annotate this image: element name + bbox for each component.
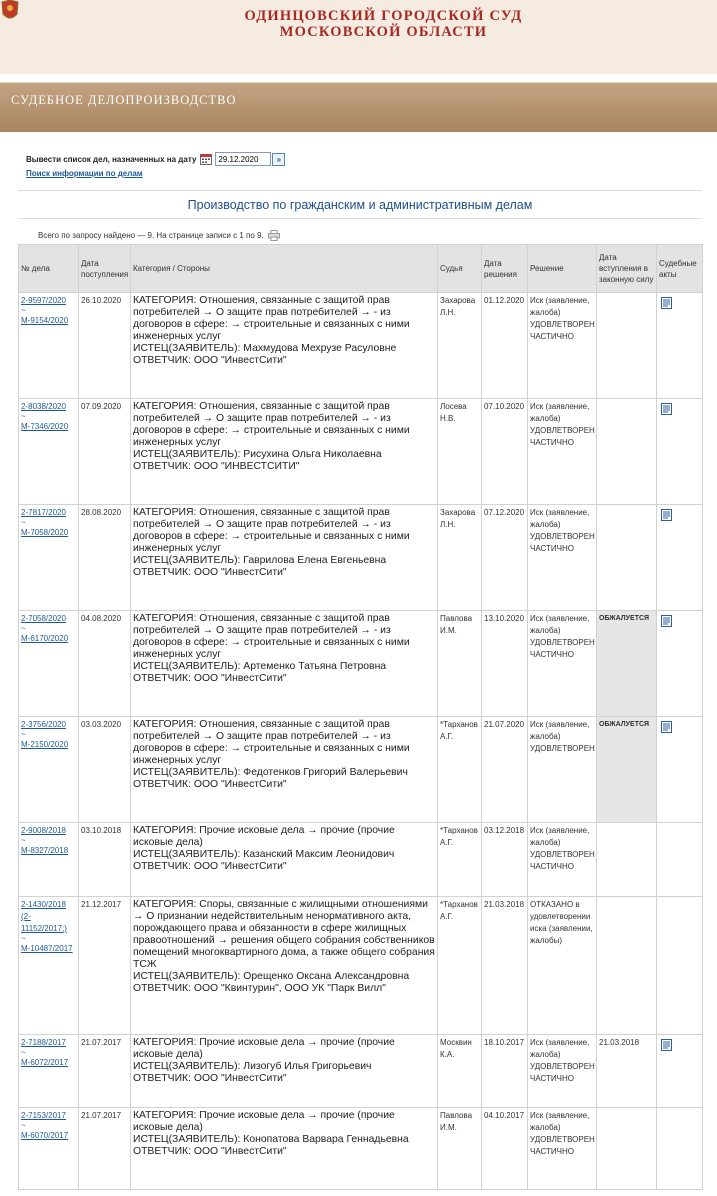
document-icon[interactable] (661, 297, 672, 309)
decision-cell: Иск (заявление, жалоба) УДОВЛЕТВОРЕН ЧАСТИЧНО (528, 823, 597, 897)
effective-date-cell (597, 399, 657, 505)
case-number-separator: ~ (21, 306, 26, 315)
plaintiff-text: ИСТЕЦ(ЗАЯВИТЕЛЬ): Рисухина Ольга Николаевна (133, 449, 382, 460)
case-number-link[interactable]: 2-7188/2017 (21, 1038, 66, 1047)
go-button[interactable]: » (272, 153, 285, 166)
plaintiff-text: ИСТЕЦ(ЗАЯВИТЕЛЬ): Гаврилова Елена Евгеньевна (133, 555, 387, 566)
case-number-separator: ~ (21, 412, 26, 421)
defendant-text: ОТВЕТЧИК: ООО "ИнвестСити" (133, 567, 287, 578)
effective-date-cell (597, 1108, 657, 1190)
case-number-separator: ~ (21, 836, 26, 845)
category-cell (131, 897, 438, 1035)
judge-cell: Захарова Л.Н. (438, 293, 482, 399)
defendant-text: ОТВЕТЧИК: ООО "ИнвестСити" (133, 1073, 287, 1084)
received-date-cell: 21.07.2017 (79, 1108, 131, 1190)
material-number-link[interactable]: М-6170/2020 (21, 634, 69, 643)
material-number-link[interactable]: М-8327/2018 (21, 846, 69, 855)
court-acts-cell (657, 1108, 703, 1190)
case-number-link[interactable]: 2-8038/2020 (21, 402, 66, 411)
case-number-separator: ~ (21, 1121, 26, 1130)
table-row (19, 293, 703, 399)
case-number-link[interactable]: 2-7058/2020 (21, 614, 66, 623)
decision-cell: Иск (заявление, жалоба) УДОВЛЕТВОРЕН (528, 717, 597, 823)
case-number-link[interactable]: 2-3756/2020 (21, 720, 66, 729)
category-cell (131, 611, 438, 717)
divider (18, 190, 702, 191)
category-text: КАТЕГОРИЯ: Прочие исковые дела → прочие (прочие исковые дела) (133, 1037, 395, 1060)
defendant-text: ОТВЕТЧИК: ООО "ИнвестСити" (133, 779, 287, 790)
results-summary (38, 230, 280, 241)
judge-cell: *Тарханов А.Г. (438, 717, 482, 823)
col-header-acts: Судебные акты (657, 245, 703, 293)
material-number-link[interactable]: М-6072/2017 (21, 1058, 69, 1067)
plaintiff-text: ИСТЕЦ(ЗАЯВИТЕЛЬ): Федотенков Григорий Валерьевич (133, 767, 408, 778)
results-count-text: Всего по запросу найдено — 9. На странице записи с 1 по 9. (38, 231, 264, 240)
table-row (19, 897, 703, 1035)
material-number-link[interactable]: М-6070/2017 (21, 1131, 69, 1140)
document-icon[interactable] (661, 1039, 672, 1051)
category-cell (131, 399, 438, 505)
table-row (19, 717, 703, 823)
effective-date-cell (597, 897, 657, 1035)
decision-date-cell: 04.10.2017 (482, 1108, 528, 1190)
section-band (0, 82, 717, 132)
calendar-icon[interactable] (200, 153, 212, 165)
decision-cell: Иск (заявление, жалоба) УДОВЛЕТВОРЕН ЧАСТИЧНО (528, 1035, 597, 1108)
decision-date-cell: 07.10.2020 (482, 399, 528, 505)
category-cell (131, 293, 438, 399)
col-header-judge: Судья (438, 245, 482, 293)
decision-date-cell: 18.10.2017 (482, 1035, 528, 1108)
case-number-link[interactable]: 2-9597/2020 (21, 296, 66, 305)
document-icon[interactable] (661, 615, 672, 627)
case-number-cell (19, 897, 79, 1035)
decision-date-cell: 21.03.2018 (482, 897, 528, 1035)
table-header-row (19, 245, 703, 293)
category-text: КАТЕГОРИЯ: Прочие исковые дела → прочие (прочие исковые дела) (133, 1110, 395, 1133)
table-body (19, 293, 703, 1190)
received-date-cell: 04.08.2020 (79, 611, 131, 717)
date-filter (26, 152, 285, 166)
case-number-separator: ~ (21, 1048, 26, 1057)
defendant-text: ОТВЕТЧИК: ООО "ИнвестСити" (133, 355, 287, 366)
judge-cell: Павлова И.М. (438, 611, 482, 717)
effective-date-cell: ОБЖАЛУЕТСЯ (597, 611, 657, 717)
category-text: КАТЕГОРИЯ: Прочие исковые дела → прочие (прочие исковые дела) (133, 825, 395, 848)
case-number-link[interactable]: 2-1430/2018 (2-11152/2017;) (21, 900, 67, 933)
case-number-separator: ~ (21, 730, 26, 739)
table-row (19, 823, 703, 897)
received-date-cell: 03.03.2020 (79, 717, 131, 823)
printer-icon[interactable] (268, 230, 280, 241)
judge-cell: Захарова Л.Н. (438, 505, 482, 611)
category-cell (131, 1035, 438, 1108)
decision-date-cell: 21.07.2020 (482, 717, 528, 823)
col-header-num: № дела (19, 245, 79, 293)
case-number-cell (19, 399, 79, 505)
table-row (19, 399, 703, 505)
category-text: КАТЕГОРИЯ: Споры, связанные с жилищными отношениями → О признании недействительным ненормативного акта, порождающего права и обязанности в сфере жилищных правоотношений → решения общего собрания собственников помещений многоквартирного дома, а также общего собрания ТСЖ (133, 899, 435, 970)
table-row (19, 611, 703, 717)
table-row (19, 505, 703, 611)
category-text: КАТЕГОРИЯ: Отношения, связанные с защитой прав потребителей → О защите прав потребителей → - из договоров в сфере: → строительные и связанных с ними инженерных услуг (133, 507, 410, 554)
col-header-category: Категория / Стороны (131, 245, 438, 293)
defendant-text: ОТВЕТЧИК: ООО "Квинтурин", ООО УК "Парк Вилл" (133, 983, 386, 994)
decision-cell: Иск (заявление, жалоба) УДОВЛЕТВОРЕН ЧАСТИЧНО (528, 611, 597, 717)
judge-cell: Москвин К.А. (438, 1035, 482, 1108)
defendant-text: ОТВЕТЧИК: ООО "ИНВЕСТСИТИ" (133, 461, 300, 472)
category-cell (131, 505, 438, 611)
category-text: КАТЕГОРИЯ: Отношения, связанные с защитой прав потребителей → О защите прав потребителей → - из договоров в сфере: → строительные и связанных с ними инженерных услуг (133, 719, 410, 766)
court-acts-cell (657, 717, 703, 823)
decision-cell: Иск (заявление, жалоба) УДОВЛЕТВОРЕН ЧАСТИЧНО (528, 1108, 597, 1190)
effective-date-cell (597, 293, 657, 399)
document-icon[interactable] (661, 721, 672, 733)
case-number-link[interactable]: 2-7153/2017 (21, 1111, 66, 1120)
effective-date-cell: ОБЖАЛУЕТСЯ (597, 717, 657, 823)
category-text: КАТЕГОРИЯ: Отношения, связанные с защитой прав потребителей → О защите прав потребителей → - из договоров в сфере: → строительные и связанных с ними инженерных услуг (133, 295, 410, 342)
received-date-cell: 21.12.2017 (79, 897, 131, 1035)
case-number-link[interactable]: 2-7817/2020 (21, 508, 66, 517)
defendant-text: ОТВЕТЧИК: ООО "ИнвестСити" (133, 673, 287, 684)
col-header-received: Дата поступления (79, 245, 131, 293)
received-date-cell: 07.09.2020 (79, 399, 131, 505)
plaintiff-text: ИСТЕЦ(ЗАЯВИТЕЛЬ): Орещенко Оксана Александровна (133, 971, 410, 982)
material-number-link[interactable]: М-10487/2017 (21, 944, 73, 953)
category-cell (131, 823, 438, 897)
received-date-cell: 03.10.2018 (79, 823, 131, 897)
divider (18, 218, 702, 219)
date-label: Вывести список дел, назначенных на дату (26, 154, 197, 164)
col-header-effective: Дата вступления в законную силу (597, 245, 657, 293)
case-number-separator: ~ (21, 518, 26, 527)
decision-cell: Иск (заявление, жалоба) УДОВЛЕТВОРЕН ЧАСТИЧНО (528, 293, 597, 399)
col-header-decision-date: Дата решения (482, 245, 528, 293)
plaintiff-text: ИСТЕЦ(ЗАЯВИТЕЛЬ): Махмудова Мехрузе Расуловне (133, 343, 397, 354)
category-text: КАТЕГОРИЯ: Отношения, связанные с защитой прав потребителей → О защите прав потребителей → - из договоров в сфере: → строительные и связанных с ними инженерных услуг (133, 401, 410, 448)
case-number-separator: ~ (21, 624, 26, 633)
court-acts-cell (657, 293, 703, 399)
case-number-cell (19, 293, 79, 399)
case-number-separator: ~ (21, 934, 26, 943)
cases-table (18, 244, 703, 1190)
court-acts-cell (657, 1035, 703, 1108)
decision-date-cell: 13.10.2020 (482, 611, 528, 717)
effective-date-cell (597, 505, 657, 611)
decision-cell: Иск (заявление, жалоба) УДОВЛЕТВОРЕН ЧАСТИЧНО (528, 505, 597, 611)
plaintiff-text: ИСТЕЦ(ЗАЯВИТЕЛЬ): Лизогуб Илья Григорьевич (133, 1061, 372, 1072)
effective-date-cell (597, 823, 657, 897)
court-title-line2: МОСКОВСКОЙ ОБЛАСТИ (279, 24, 488, 40)
defendant-text: ОТВЕТЧИК: ООО "ИнвестСити" (133, 861, 287, 872)
case-number-cell (19, 823, 79, 897)
decision-cell: Иск (заявление, жалоба) УДОВЛЕТВОРЕН ЧАСТИЧНО (528, 399, 597, 505)
decision-cell: ОТКАЗАНО в удовлетворении иска (заявлении, жалобы) (528, 897, 597, 1035)
case-number-cell (19, 1035, 79, 1108)
court-acts-cell (657, 505, 703, 611)
received-date-cell: 26.10.2020 (79, 293, 131, 399)
category-text: КАТЕГОРИЯ: Отношения, связанные с защитой прав потребителей → О защите прав потребителей → - из договоров в сфере: → строительные и связанных с ними инженерных услуг (133, 613, 410, 660)
court-acts-cell (657, 399, 703, 505)
category-cell (131, 1108, 438, 1190)
plaintiff-text: ИСТЕЦ(ЗАЯВИТЕЛЬ): Казанский Максим Леонидович (133, 849, 395, 860)
case-number-cell (19, 505, 79, 611)
case-number-cell (19, 611, 79, 717)
date-input[interactable] (215, 152, 271, 166)
court-title-line1: ОДИНЦОВСКИЙ ГОРОДСКОЙ СУД (244, 8, 523, 24)
search-info-link[interactable]: Поиск информации по делам (26, 169, 143, 178)
plaintiff-text: ИСТЕЦ(ЗАЯВИТЕЛЬ): Конопатова Варвара Геннадьевна (133, 1134, 409, 1145)
table-row (19, 1108, 703, 1190)
judge-cell: *Тарханов А.Г. (438, 897, 482, 1035)
decision-date-cell: 03.12.2018 (482, 823, 528, 897)
col-header-decision: Решение (528, 245, 597, 293)
material-number-link[interactable]: М-9154/2020 (21, 316, 69, 325)
received-date-cell: 28.08.2020 (79, 505, 131, 611)
case-number-link[interactable]: 2-9008/2018 (21, 826, 66, 835)
court-title (0, 8, 717, 40)
material-number-link[interactable]: М-7058/2020 (21, 528, 69, 537)
judge-cell: *Тарханов А.Г. (438, 823, 482, 897)
decision-date-cell: 07.12.2020 (482, 505, 528, 611)
material-number-link[interactable]: М-2150/2020 (21, 740, 69, 749)
table-row (19, 1035, 703, 1108)
decision-date-cell: 01.12.2020 (482, 293, 528, 399)
defendant-text: ОТВЕТЧИК: ООО "ИнвестСити" (133, 1146, 287, 1157)
court-acts-cell (657, 897, 703, 1035)
received-date-cell: 21.07.2017 (79, 1035, 131, 1108)
category-cell (131, 717, 438, 823)
site-header (0, 0, 717, 74)
case-number-cell (19, 717, 79, 823)
judge-cell: Павлова И.М. (438, 1108, 482, 1190)
document-icon[interactable] (661, 403, 672, 415)
document-icon[interactable] (661, 509, 672, 521)
effective-date-cell: 21.03.2018 (597, 1035, 657, 1108)
court-acts-cell (657, 823, 703, 897)
court-acts-cell (657, 611, 703, 717)
material-number-link[interactable]: М-7346/2020 (21, 422, 69, 431)
proceedings-title: Производство по гражданским и административным делам (187, 198, 533, 212)
plaintiff-text: ИСТЕЦ(ЗАЯВИТЕЛЬ): Артеменко Татьяна Петровна (133, 661, 387, 672)
section-title: СУДЕБНОЕ ДЕЛОПРОИЗВОДСТВО (11, 93, 237, 107)
judge-cell: Лосева Н.В. (438, 399, 482, 505)
case-number-cell (19, 1108, 79, 1190)
